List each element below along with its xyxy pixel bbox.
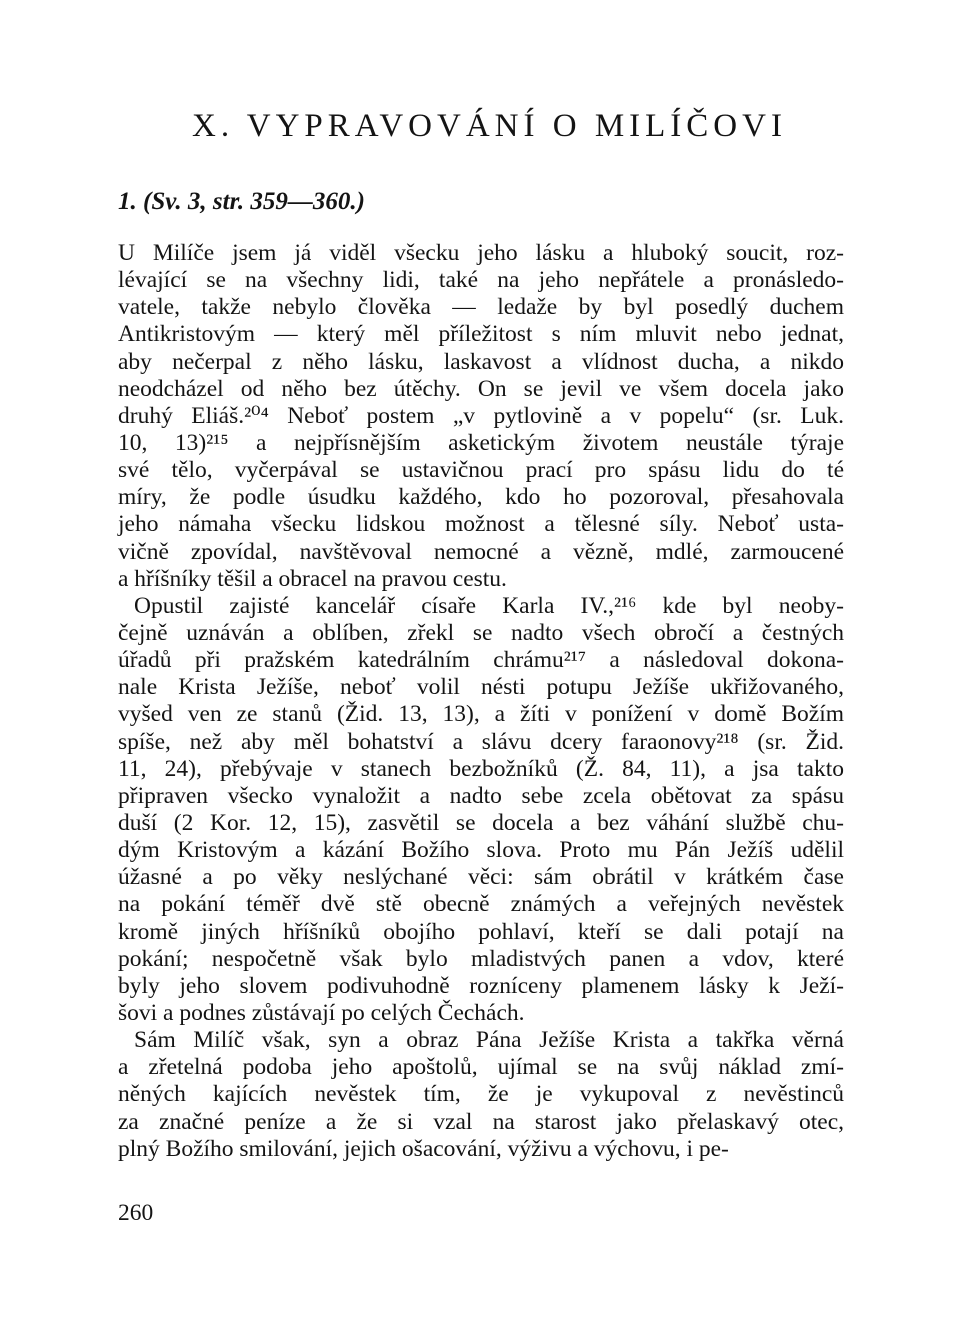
text-line: Sám Milíč však, syn a obraz Pána Ježíše Krista a takřka věrná <box>134 1027 844 1054</box>
text-line: 11, 24), přebývaje v stanech bezbožníků (Ž. 84, 11), a jsa takto <box>118 755 844 782</box>
chapter-title: X. VYPRAVOVÁNÍ O MILÍČOVI <box>192 108 787 144</box>
text-line: plný Božího smilování, jejich ošacování, výživu a výchovu, i pe- <box>118 1135 729 1162</box>
text-line: čejně uznáván a oblíben, zřekl se nadto všech obročí a čestných <box>118 619 844 646</box>
text-line: něných kajících nevěstek tím, že je vykupoval z nevěstinců <box>118 1081 844 1108</box>
text-line: kromě jiných hříšníků obojího pohlaví, kteří se dali potají na <box>118 918 844 945</box>
text-line: U Milíče jsem já viděl všecku jeho lásku a hluboký soucit, roz- <box>118 240 844 266</box>
text-line: Antikristovým — který měl příležitost s ním mluvit nebo jednat, <box>118 321 844 348</box>
text-line: aby nečerpal z něho lásku, laskavost a vlídnost ducha, a nikdo <box>118 348 844 375</box>
text-line: duší (2 Kor. 12, 15), zasvětil se docela a bez váhání službě chu- <box>118 809 844 836</box>
body-text <box>118 240 844 1163</box>
text-line: vatele, takže nebylo člověka — ledaže by byl posedlý duchem <box>118 294 844 321</box>
text-line: vyšed ven ze stanů (Žid. 13, 13), a žíti v ponížení v domě Božím <box>118 701 844 728</box>
text-line: lévající se na všechny lidi, také na jeho nepřátele a pronásledo- <box>118 267 844 294</box>
text-line: a hříšníky těšil a obracel na pravou cestu. <box>118 565 507 592</box>
text-line: vičně zpovídal, navštěvoval nemocné a vězně, mdlé, zarmoucené <box>118 538 844 565</box>
text-line: druhý Eliáš.²⁰⁴ Neboť postem „v pytlovině a v popelu“ (sr. Luk. <box>118 402 844 429</box>
page-number: 260 <box>118 1200 154 1226</box>
text-line: připraven všecko vynaložit a nadto sebe zcela obětovat za spásu <box>118 782 844 809</box>
text-line: úžasné a po věky neslýchané věci: sám obrátil v krátkém čase <box>118 864 844 891</box>
text-line: spíše, než aby měl bohatství a slávu dcery faraonovy²¹⁸ (sr. Žid. <box>118 728 844 755</box>
text-line: Opustil zajisté kancelář císaře Karla IV.,²¹⁶ kde byl neoby- <box>134 592 844 619</box>
text-line: nale Krista Ježíše, neboť volil nésti potupu Ježíše ukřižovaného, <box>118 674 844 701</box>
section-heading: 1. (Sv. 3, str. 359—360.) <box>118 188 365 215</box>
text-line: jeho námaha všecku lidskou možnost a tělesné síly. Neboť usta- <box>118 511 844 538</box>
text-line: za značné peníze a že si vzal na starost jako přelaskavý otec, <box>118 1108 844 1135</box>
text-line: 10, 13)²¹⁵ a nejpřísnějším asketickým životem neustále týraje <box>118 429 844 456</box>
text-line: neodcházel od něho bez útěchy. On se jevil ve všem docela jako <box>118 375 844 402</box>
text-line: a zřetelná podoba jeho apoštolů, ujímal se na svůj náklad zmí- <box>118 1054 844 1081</box>
text-line: šovi a podnes zůstávají po celých Čechách. <box>118 999 525 1026</box>
text-line: pokání; nespočetně však bylo mladistvých panen a vdov, které <box>118 945 844 972</box>
text-line: míry, že podle úsudku každého, kdo ho pozoroval, přesahovala <box>118 484 844 511</box>
text-line: dým Kristovým a kázání Božího slova. Proto mu Pán Ježíš udělil <box>118 837 844 864</box>
text-line: byly jeho slovem podivuhodně rozníceny plamenem lásky k Ježí- <box>118 972 844 999</box>
text-line: úřadů při pražském katedrálním chrámu²¹⁷ a následoval dokona- <box>118 647 844 674</box>
text-line: své tělo, vyčerpával se ustavičnou prací pro spásu lidu do té <box>118 457 844 484</box>
text-line: na pokání téměř dvě stě obecně známých a veřejných nevěstek <box>118 891 844 918</box>
